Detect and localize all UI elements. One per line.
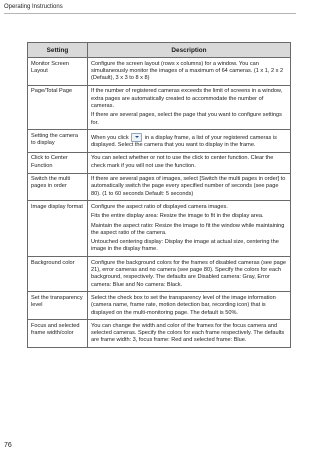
setting-description [88, 85, 291, 129]
setting-name: Set the transparency level [28, 292, 88, 320]
description-text: You can select whether or not to use the click to center function. Clear the check mark if you will not use the function. [91, 155, 274, 169]
setting-name: Switch the multi pages in order [28, 173, 88, 201]
description-text-after-icon: in a display frame, a list of your registered cameras is displayed. Select the camera that you want to display in the frame. [91, 134, 277, 149]
setting-description [88, 292, 291, 320]
column-header-description: Description [88, 43, 291, 58]
description-text: Configure the background colors for the frames of disabled cameras (see page 21), error cameras and no camera (see page 80). Specify the colors for each background, respectively. The defaults are Disabled camera: Gray, Error camera: Blue and No camera: Black. [91, 259, 286, 288]
header-divider [4, 13, 296, 14]
table-row [28, 58, 291, 86]
table-row [28, 292, 291, 320]
description-text-before-icon: When you click [91, 134, 129, 141]
setting-description [88, 257, 291, 292]
setting-name: Page/Total Page [28, 85, 88, 129]
table-row [28, 257, 291, 292]
description-text: If there are several pages, select the page that you want to configure settings for. [91, 112, 282, 126]
description-text: If there are several pages of images, select [Switch the multi pages in order] to automatically switch the page every specified number of seconds (see page 80). (1 to 60 seconds Default: 5 seconds) [91, 176, 286, 197]
description-text: You can change the width and color of the frames for the focus camera and selected cameras. Specify the colors for each frame respectively. The defaults are frame width: 3, focus frame: Red and selected frame: Blue. [91, 322, 285, 344]
description-text: Select the check box to set the transparency level of the image information (camera name, frame rate, motion detection bar, recording icon) that is displayed on the multi-monitoring page. The default is 50%. [91, 294, 276, 316]
description-text: Fits the entire display area: Resize the image to fit in the display area. [91, 213, 264, 220]
setting-description [88, 58, 291, 86]
description-text: Untouched centering display: Display the image at actual size, centering the image in the display frame. [91, 239, 279, 253]
dropdown-arrow-icon [131, 133, 142, 142]
table-row [28, 152, 291, 173]
description-text: If the number of registered cameras exceeds the limit of screens in a window, extra pages are automatically created to accommodate the number of cameras. [91, 88, 283, 109]
description-text: Configure the screen layout (rows x columns) for a window. You can simultaneously monitor the images of a maximum of 64 cameras. (1 x 1, 2 x 2 (Default), 3 x 3 to 8 x 8) [91, 60, 284, 82]
setting-name: Background color [28, 257, 88, 292]
description-text: Configure the aspect ratio of displayed camera images. [91, 203, 228, 210]
setting-description [88, 173, 291, 201]
setting-description [88, 201, 291, 257]
setting-description [88, 320, 291, 348]
table-row [28, 320, 291, 348]
table-row [28, 85, 291, 129]
setting-name: Setting the camera to display [28, 130, 88, 153]
running-header: Operating Instructions [4, 4, 63, 10]
setting-name: Image display format [28, 201, 88, 257]
column-header-setting: Setting [28, 43, 88, 58]
description-text [91, 133, 287, 150]
table-row [28, 130, 291, 153]
table-row [28, 201, 291, 257]
setting-name: Monitor Screen Layout [28, 58, 88, 86]
table-row [28, 173, 291, 201]
page-number: 76 [4, 442, 12, 449]
setting-name: Focus and selected frame width/color [28, 320, 88, 348]
setting-description [88, 152, 291, 173]
setting-description [88, 130, 291, 153]
table-header-row [28, 43, 291, 58]
description-text: Maintain the aspect ratio: Resize the image to fit the window while maintaining the aspect ratio of the camera. [91, 222, 285, 236]
settings-table [27, 42, 291, 348]
setting-name: Click to Center Function [28, 152, 88, 173]
